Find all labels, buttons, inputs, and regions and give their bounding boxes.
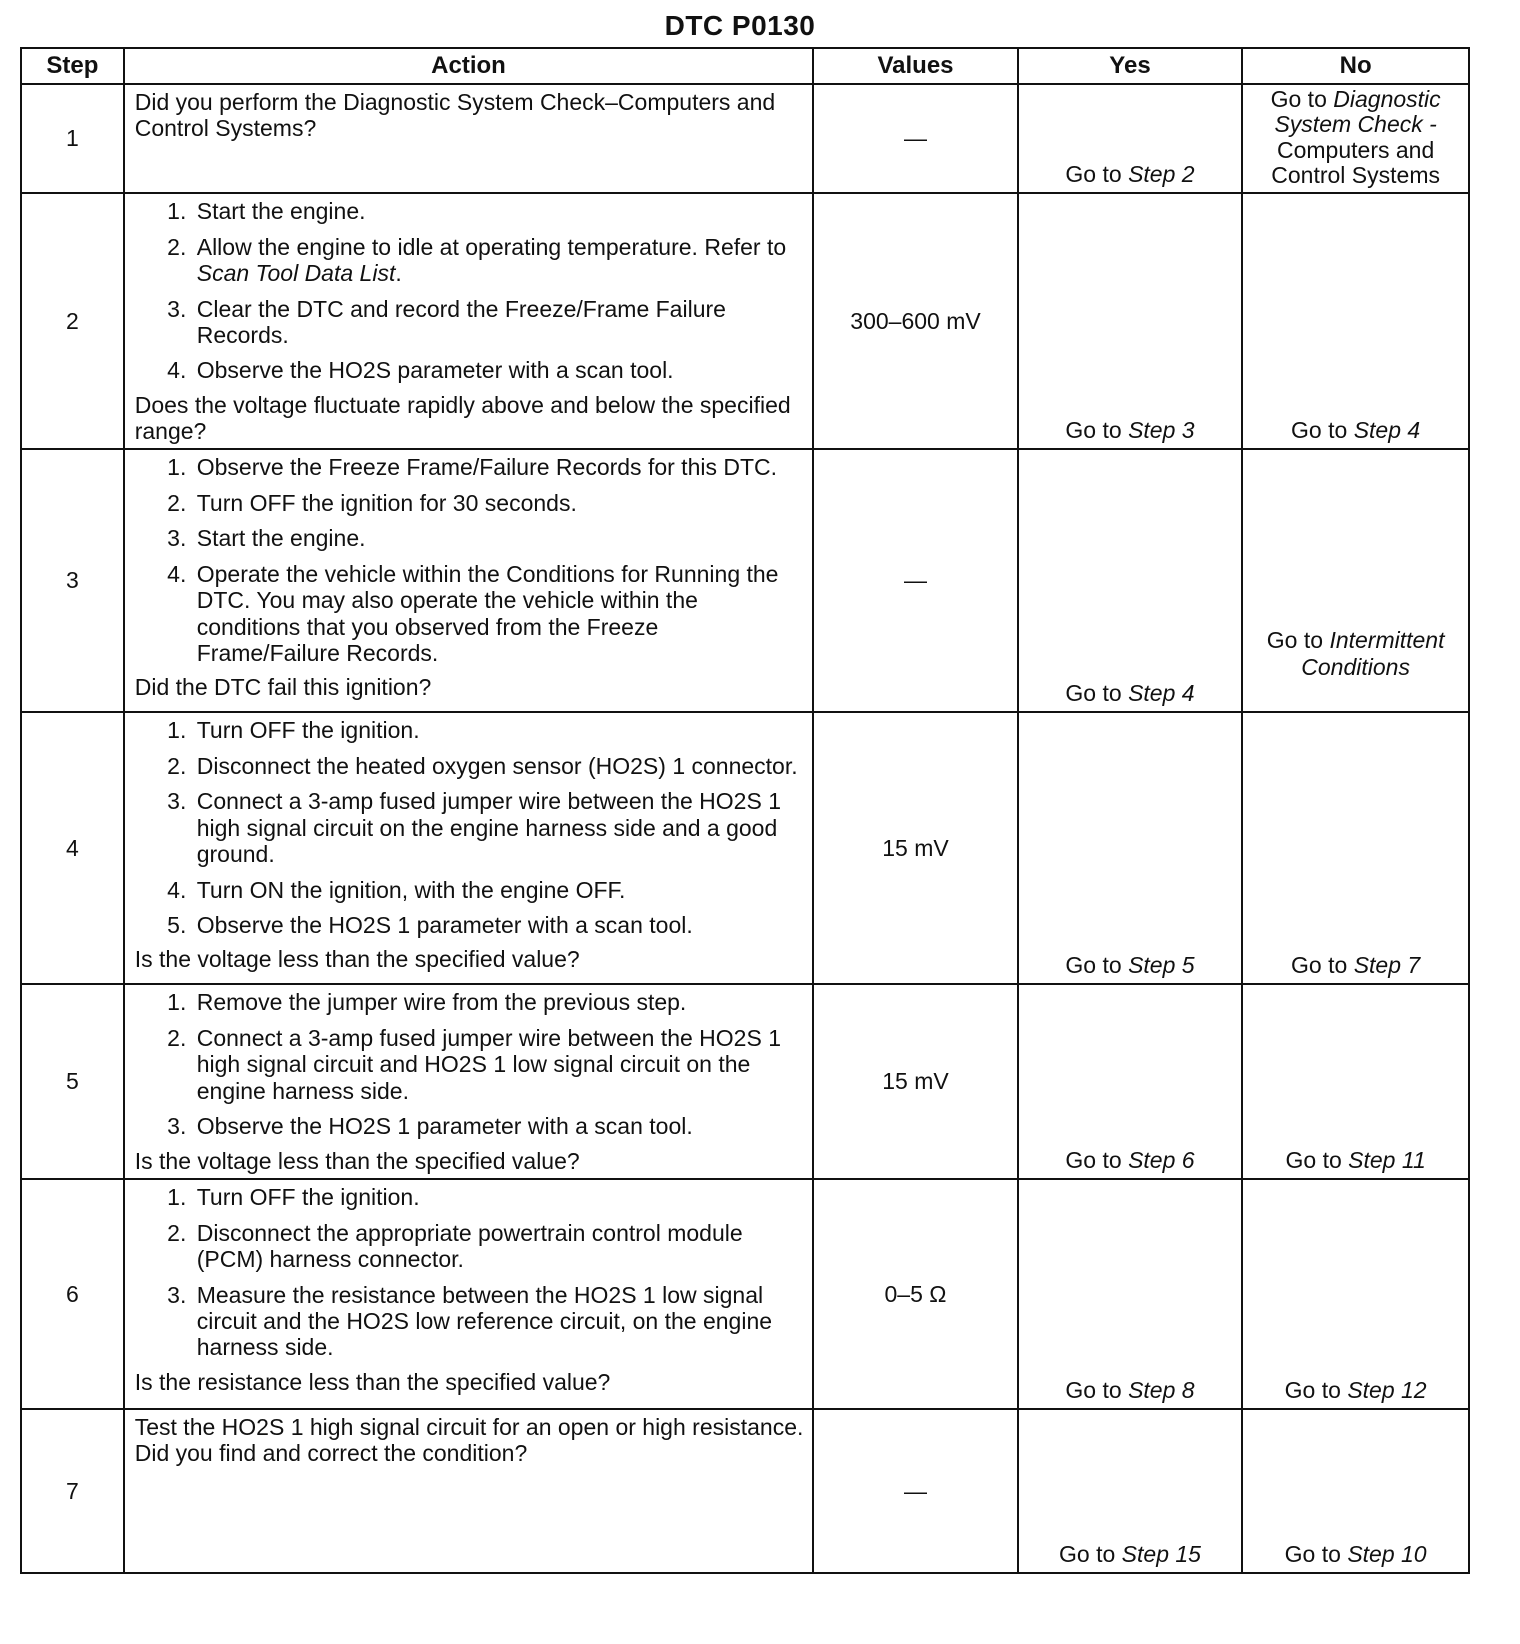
action-cell xyxy=(124,1409,814,1573)
yes-link[interactable]: Step 4 xyxy=(1128,680,1195,707)
go-to-label: Go to xyxy=(1059,1541,1116,1568)
no-link[interactable]: Step 12 xyxy=(1347,1377,1427,1404)
no-cell xyxy=(1242,984,1469,1179)
go-to-label: Go to xyxy=(1291,952,1348,979)
procedure-item: 3. Connect a 3-amp fused jumper wire between the HO2S 1 high signal circuit on the engine harness side and a good ground. xyxy=(193,788,807,867)
header-row xyxy=(21,48,1469,84)
header-action: Action xyxy=(124,48,814,84)
procedure-item: 1. Observe the Freeze Frame/Failure Records for this DTC. xyxy=(193,454,807,480)
go-to-label: Go to xyxy=(1065,161,1122,188)
header-step: Step xyxy=(21,48,124,84)
action-cell xyxy=(124,712,814,984)
value-cell: 300–600 mV xyxy=(813,193,1017,449)
action-cell xyxy=(124,84,814,193)
procedure-item: 2. Disconnect the appropriate powertrain control module (PCM) harness connector. xyxy=(193,1220,807,1273)
go-to-label: Go to xyxy=(1285,1147,1342,1174)
yes-cell xyxy=(1018,449,1243,712)
action-text: Test the HO2S 1 high signal circuit for an open or high resistance. xyxy=(134,1414,804,1441)
action-cell xyxy=(124,1179,814,1409)
procedure-item: 4. Observe the HO2S parameter with a scan tool. xyxy=(193,357,807,383)
table-row xyxy=(21,712,1469,984)
go-to-label: Go to xyxy=(1270,86,1327,112)
step-number: 6 xyxy=(21,1179,124,1409)
procedure-item: 2. Connect a 3-amp fused jumper wire between the HO2S 1 high signal circuit and HO2S 1 low signal circuit on the engine harness side. xyxy=(193,1025,807,1104)
no-cell xyxy=(1242,449,1469,712)
step-number: 7 xyxy=(21,1409,124,1573)
question-text: Does the voltage fluctuate rapidly above and below the specified range? xyxy=(134,391,791,444)
procedure-list xyxy=(135,198,807,393)
diagnostic-table xyxy=(20,47,1470,1574)
value-cell: — xyxy=(813,84,1017,193)
procedure-item: 1. Start the engine. xyxy=(193,198,807,224)
table-row xyxy=(21,984,1469,1179)
procedure-item: 1. Remove the jumper wire from the previous step. xyxy=(193,989,807,1015)
no-link[interactable]: Intermittent Conditions xyxy=(1301,627,1445,681)
procedure-item: 5. Observe the HO2S 1 parameter with a scan tool. xyxy=(193,912,807,938)
no-cell xyxy=(1242,712,1469,984)
step-number: 3 xyxy=(21,449,124,712)
procedure-item: 4. Operate the vehicle within the Conditions for Running the DTC. You may also operate the vehicle within the conditions that you observed from the Freeze Frame/Failure Records. xyxy=(193,561,807,667)
yes-link[interactable]: Step 3 xyxy=(1128,417,1195,444)
question-text: Is the voltage less than the specified value? xyxy=(134,1147,580,1174)
procedure-item: 3. Measure the resistance between the HO2S 1 low signal circuit and the HO2S low reference circuit, on the engine harness side. xyxy=(193,1282,807,1361)
procedure-item: 3. Clear the DTC and record the Freeze/Frame Failure Records. xyxy=(193,296,807,349)
procedure-list xyxy=(135,454,807,675)
go-to-label: Go to xyxy=(1284,1541,1341,1568)
no-link[interactable]: Step 7 xyxy=(1353,952,1421,979)
question-text: Is the voltage less than the specified value? xyxy=(134,946,580,973)
go-to-label: Go to xyxy=(1284,1377,1341,1404)
value-cell: 15 mV xyxy=(813,984,1017,1179)
go-to-label: Go to xyxy=(1065,680,1122,707)
go-to-label: Go to xyxy=(1065,1147,1122,1174)
table-row xyxy=(21,449,1469,712)
procedure-item: 2. Turn OFF the ignition for 30 seconds. xyxy=(193,490,807,516)
yes-cell xyxy=(1018,712,1243,984)
value-cell: 15 mV xyxy=(813,712,1017,984)
table-row xyxy=(21,84,1469,193)
procedure-item: 4. Turn ON the ignition, with the engine OFF. xyxy=(193,877,807,903)
no-link[interactable]: Step 11 xyxy=(1348,1147,1426,1174)
procedure-list xyxy=(135,989,807,1148)
procedure-item: 1. Turn OFF the ignition. xyxy=(193,1184,807,1210)
go-to-label: Go to xyxy=(1065,417,1122,444)
question-text: Is the resistance less than the specified value? xyxy=(134,1368,611,1395)
step-number: 2 xyxy=(21,193,124,449)
yes-link[interactable]: Step 5 xyxy=(1128,952,1195,979)
yes-cell xyxy=(1018,193,1243,449)
header-values: Values xyxy=(813,48,1017,84)
yes-link[interactable]: Step 2 xyxy=(1128,161,1195,188)
no-link-continued: Computers and Control Systems xyxy=(1271,136,1440,188)
procedure-item: 3. Observe the HO2S 1 parameter with a scan tool. xyxy=(193,1113,807,1139)
procedure-item: 2. Disconnect the heated oxygen sensor (HO2S) 1 connector. xyxy=(193,753,807,779)
step-number: 5 xyxy=(21,984,124,1179)
go-to-label: Go to xyxy=(1065,952,1122,979)
table-row xyxy=(21,193,1469,449)
action-text: Did you perform the Diagnostic System Check–Computers and Control Systems? xyxy=(134,89,776,142)
value-cell: 0–5 Ω xyxy=(813,1179,1017,1409)
go-to-label: Go to xyxy=(1065,1377,1122,1404)
no-link[interactable]: Step 4 xyxy=(1353,417,1421,444)
procedure-list xyxy=(135,717,807,947)
header-no: No xyxy=(1242,48,1469,84)
no-cell xyxy=(1242,84,1469,193)
question-text: Did you find and correct the condition? xyxy=(134,1439,528,1466)
go-to-label: Go to xyxy=(1266,627,1324,654)
value-cell: — xyxy=(813,1409,1017,1573)
yes-cell xyxy=(1018,1179,1243,1409)
yes-link[interactable]: Step 8 xyxy=(1128,1377,1195,1404)
procedure-item: 1. Turn OFF the ignition. xyxy=(193,717,807,743)
yes-cell xyxy=(1018,84,1243,193)
action-cell xyxy=(124,449,814,712)
step-number: 1 xyxy=(21,84,124,193)
yes-link[interactable]: Step 6 xyxy=(1128,1147,1195,1174)
question-text: Did the DTC fail this ignition? xyxy=(134,674,432,701)
value-cell: — xyxy=(813,449,1017,712)
table-row xyxy=(21,1179,1469,1409)
no-link[interactable]: Step 10 xyxy=(1347,1541,1427,1568)
action-cell xyxy=(124,984,814,1179)
action-cell xyxy=(124,193,814,449)
no-cell xyxy=(1242,1409,1469,1573)
procedure-item: 3. Start the engine. xyxy=(193,525,807,551)
yes-link[interactable]: Step 15 xyxy=(1121,1541,1201,1568)
no-cell xyxy=(1242,193,1469,449)
go-to-label: Go to xyxy=(1291,417,1348,444)
no-link[interactable]: Diagnostic System Check - xyxy=(1274,86,1441,138)
header-yes: Yes xyxy=(1018,48,1243,84)
page-title: DTC P0130 xyxy=(664,10,816,41)
scan-tool-data-list-link[interactable]: Scan Tool Data List xyxy=(196,260,396,287)
yes-cell xyxy=(1018,1409,1243,1573)
step-number: 4 xyxy=(21,712,124,984)
yes-cell xyxy=(1018,984,1243,1179)
table-row xyxy=(21,1409,1469,1573)
no-cell xyxy=(1242,1179,1469,1409)
procedure-item: 2. Allow the engine to idle at operating temperature. Refer to Scan Tool Data List. xyxy=(193,234,807,287)
procedure-list xyxy=(135,1184,807,1370)
